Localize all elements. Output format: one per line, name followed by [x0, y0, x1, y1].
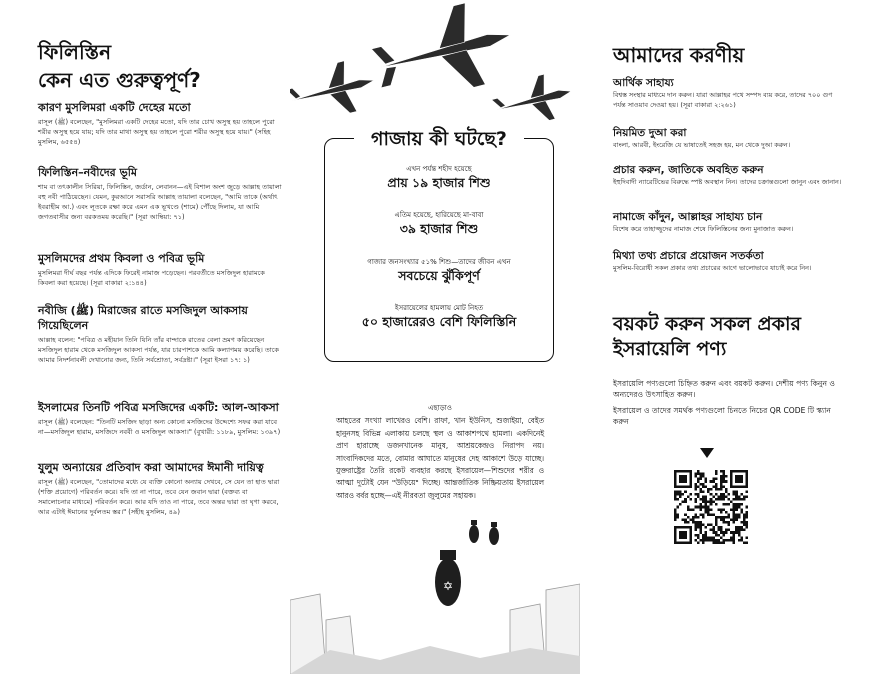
bomb-icon — [435, 550, 461, 606]
boycott-paragraph: ইসরায়েল ও তাদের সমর্থক পণ্যগুলো চিনতে নিচের QR CODE টি স্ক্যান করুন — [613, 406, 831, 426]
action-body: বিশ্বস্ত সংস্থার মাধ্যমে দান করুন। যারা আল্লাহর পথে সম্পদ ব্যয় করে, তাদের ৭০০ গুণ পর্যন্ত সাওয়াব দেওয়া হয়। (সূরা বাকারা ২:২৬১) — [613, 91, 833, 109]
additional-info-text: আহতের সংখ্যা লাখেরও বেশি। রাফা, খান ইউনিস, শুজাইয়া, বেইত হানুনসহ বিভিন্ন এলাকায় চলছে স্থল ও আকাশপথে হামলা। একদিনেই প্রাণ হারাচ্ছে ডজনখানেক মানুষ, আশ্রয়কেন্দ্রও নিরাপদ নয়। সাংবাদিকদের মতে, বোমার আঘাতে মানুষের দেহ আকাশে উড়ে যাচ্ছে। যুক্তরাষ্ট্রের তৈরি রকেট ব্যবহার করছে ইসরায়েল—শিশুদের শরীর ও আত্মা দুটোই যেন "উড়িয়ে" দিচ্ছে। আন্তর্জাতিক নিষ্ক্রিয়তায় ইসরায়েল আরও বর্বর হচ্ছে—এই নীরবতা জুলুমের সহায়ক। — [336, 416, 544, 500]
fighter-jet-icon — [489, 69, 577, 130]
action-heading: নামাজে কাঁদুন, আল্লাহর সাহায্য চান — [613, 211, 763, 223]
action-body: ইহুদিবাদী ন্যারেটিভের বিরুদ্ধে স্পষ্ট অবস্থান নিন। তাদের চক্রান্তগুলো জানুন এবং জানান। — [613, 178, 842, 186]
bomb-icon — [489, 522, 499, 545]
stat-label: ইসরায়েলের হামলায় মোট নিহত — [394, 304, 484, 312]
stat-label: গাজার জনসংখ্যার ৫১% শিশু—তাদের জীবন এখন — [367, 258, 511, 266]
stat-label: এতিম হয়েছে, হারিয়েছে মা-বাবা — [394, 211, 484, 219]
section-body: রাসূল (ﷺ) বলেছেন, "মুসলিমরা একটি দেহের মতো, যদি তার চোখ অসুস্থ হয় তাহলে পুরো শরীর অসুস্থ হয়ে যায়; যদি তার মাথা অসুস্থ হয় তাহলে পুরো শরীর অসুস্থ হয়ে যায়।" (সহিহ মুসলিম, ৬৫৫৪) — [38, 118, 275, 146]
left-panel-title — [38, 38, 278, 94]
action-misinformation-caution — [613, 249, 843, 274]
boycott-instructions — [613, 378, 835, 432]
boycott-title-line-1: বয়কট করুন সকল প্রকার — [613, 313, 801, 335]
section-body: রাসূল (ﷺ) বলেছেন: "তিনটি মসজিদ ছাড়া অন্য কোনো মসজিদের উদ্দেশ্যে সফর করা যাবে না—মসজিদুল হারাম, মসজিদে নববী ও মসজিদুল আকসা।" (বুখারী: ১১৮৯, মুসলিম: ১৩৯৭) — [38, 418, 281, 436]
star-of-david-icon: ✡ — [442, 579, 454, 593]
action-financial-help — [613, 76, 843, 110]
section-protest-duty — [38, 460, 282, 517]
action-body: বিশেষ করে তাহাজ্জুদের নামাজ শেষে ফিলিস্তিনের জন্য মুনাজাত করুন। — [613, 225, 794, 233]
stat-value: সবচেয়ে ঝুঁকিপূর্ণ — [398, 268, 480, 283]
stat-value: প্রায় ১৯ হাজার শিশু — [387, 175, 491, 190]
stat-value: ৫০ হাজারেরও বেশি ফিলিস্তিনি — [361, 314, 517, 329]
section-three-mosques — [38, 400, 282, 437]
section-body: রাসূল (ﷺ) বলেছেন, "তোমাদের মধ্যে যে ব্যক্তি কোনো অন্যায় দেখবে, সে যেন তা হাত দ্বারা (শক্তি প্রয়োগে) পরিবর্তন করে। যদি তা না পারে, তবে যেন জবান দ্বারা (বক্তব্য বা সমালোচনার মাধ্যমে) পরিবর্তন করে। আর যদি তাও না পারে, তবে অন্তর দ্বারা তা ঘৃণা করবে, আর এটাই ঈমানের দুর্বলতম স্তর।" (সহীহ মুসলিম, ৪৯) — [38, 478, 280, 516]
section-heading: ইসলামের তিনটি পবিত্র মসজিদের একটি: আল-আকসা — [38, 401, 279, 414]
section-body: আল্লাহ বলেন: "পবিত্র ও মহীয়ান তিনি যিনি তাঁর বান্দাকে রাতের বেলা ভ্রমণ করিয়েছেন মসজিদুল হারাম থেকে মসজিদুল আকসা পর্যন্ত, যার চারপাশকে আমি কল্যাণময় করেছি। তাকে আমার নিদর্শনাবলী দেখানোর জন্য, তিনি সর্বশ্রোতা, সর্বদ্রষ্টা।" (সূরা ইসরা ১৭: ১) — [38, 336, 280, 364]
qr-code[interactable] — [674, 470, 748, 544]
bombs-and-rubble-illustration — [290, 510, 580, 674]
action-pray-in-salah — [613, 210, 843, 235]
boycott-paragraph: ইসরায়েলি পণ্যগুলো চিহ্নিত করুন এবং বয়কট করুন। দেশীয় পণ্য কিনুন ও অন্যদেরও উৎসাহিত করুন। — [613, 379, 836, 399]
fighter-jet-icon — [366, 0, 520, 109]
section-body: শাম বা তৎকালীন সিরিয়া, ফিলিস্তিন, জর্ডান, লেবানন—এই বিশাল অংশ জুড়ে আল্লাহ তায়ালা বহু নবী পাঠিয়েছেন। যেমন, কুরআনে সরাসরি আল্লাহ তায়ালা বলেছেন, "আমি তাকে (অর্থাৎ ইবরাহীম আ.) এবং লূতকে রক্ষা করে এমন এক ভূখণ্ডে (শামে) পৌঁছে দিলাম, যা আমি জগতবাসীর জন্য বরকতময় করেছি।" (সূরা আম্বিয়া: ৭১) — [38, 183, 282, 221]
action-heading: প্রচার করুন, জাতিকে অবহিত করুন — [613, 164, 764, 176]
section-heading: কারণ মুসলিমরা একটি দেহের মতো — [38, 101, 191, 114]
stat-orphaned-children — [330, 210, 548, 238]
action-heading: আর্থিক সাহায্য — [613, 77, 674, 89]
stat-value: ৩৯ হাজার শিশু — [399, 221, 479, 236]
title-line-2: কেন এত গুরুত্বপূর্ণ? — [38, 68, 201, 92]
section-one-body — [38, 100, 282, 147]
section-body: মুসলিমরা দীর্ঘ বছর পর্যন্ত এদিকে ফিরেই নামাজ পড়েছেন। পরবর্তীতে মসজিদুল হারামকে কিবলা করা হয়েছে। (সূরা বাকারা ২:১৪৪) — [38, 269, 265, 287]
action-body: বাংলা, আরবী, ইংরেজি যে ভাষাতেই সহজ হয়, মন থেকে দুআ করুন। — [613, 141, 791, 149]
action-heading: নিয়মিত দুআ করা — [613, 127, 687, 139]
right-panel-title: আমাদের করণীয় — [613, 43, 745, 67]
boycott-title — [613, 312, 833, 362]
section-heading: ফিলিস্তিন–নবীদের ভূমি — [38, 166, 138, 179]
action-spread-awareness — [613, 163, 843, 188]
stat-total-killed — [330, 303, 548, 331]
section-heading: নবীজি (ﷺ) মিরাজের রাতে মসজিদুল আকসায় গিয়েছিলেন — [38, 304, 248, 332]
section-first-qibla — [38, 251, 282, 288]
fighter-jet-icon — [290, 55, 380, 127]
additional-info-label: এছাড়াও — [428, 404, 452, 412]
action-regular-dua — [613, 126, 843, 151]
fighter-jets-illustration — [290, 0, 580, 130]
stat-label: এখন পর্যন্ত শহীদ হয়েছে — [406, 165, 472, 173]
stat-child-population — [330, 257, 548, 285]
section-prophets-land — [38, 165, 282, 222]
bomb-icon — [469, 520, 479, 543]
action-body: মুসলিম-বিরোধী সকল প্রকার তথ্য প্রচারের আগে ভালোভাবে যাচাই করে নিন। — [613, 264, 812, 272]
boycott-title-line-2: ইসরায়েলি পণ্য — [613, 338, 727, 360]
action-heading: মিথ্যা তথ্য প্রচারে প্রয়োজন সতর্কতা — [613, 250, 764, 262]
title-line-1: ফিলিস্তিন — [38, 40, 112, 64]
section-heading: মুসলিমদের প্রথম কিবলা ও পবিত্র ভূমি — [38, 252, 205, 265]
section-miraj — [38, 303, 282, 365]
gaza-panel-title: গাজায় কী ঘটছে? — [354, 122, 524, 156]
arrow-down-icon — [700, 448, 714, 458]
additional-info — [336, 402, 544, 502]
section-heading: যুলুম অন্যায়ের প্রতিবাদ করা আমাদের ঈমানী দায়িত্ব — [38, 461, 264, 474]
stat-martyred-children — [330, 164, 548, 192]
